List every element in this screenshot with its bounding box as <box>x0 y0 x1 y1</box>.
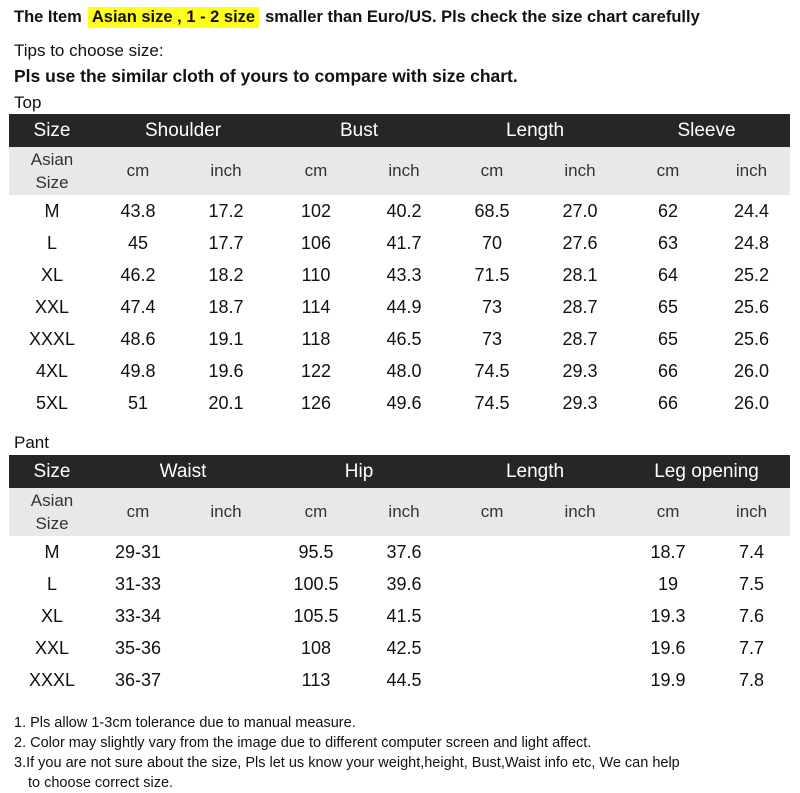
header-leg-opening: Leg opening <box>623 455 790 488</box>
value-cell: 19.3 <box>650 605 686 626</box>
value-cell: 33-34 <box>114 605 162 626</box>
value-cell: 19 <box>658 573 679 594</box>
value-cell: 7.8 <box>739 669 765 690</box>
value-cell: 40.2 <box>386 200 422 221</box>
value-cell: 100.5 <box>293 573 339 594</box>
banner-prefix: The Item <box>14 7 82 26</box>
value-cell: 65 <box>657 296 679 317</box>
unit-cell: inch <box>181 147 271 195</box>
value-cell: 39.6 <box>386 573 422 594</box>
value-cell: 46.5 <box>386 328 422 349</box>
value-cell: 95.5 <box>298 541 334 562</box>
value-cell: 44.5 <box>386 669 422 690</box>
value-cell: 71.5 <box>474 264 510 285</box>
value-cell: 70 <box>481 232 503 253</box>
header-shoulder: Shoulder <box>95 114 271 147</box>
table-row <box>9 536 790 568</box>
value-cell: 19.6 <box>208 360 244 381</box>
size-cell: L <box>46 573 57 594</box>
value-cell: 49.6 <box>386 392 422 413</box>
value-cell: 65 <box>657 328 679 349</box>
value-cell: 28.7 <box>562 296 598 317</box>
value-cell: 28.1 <box>562 264 598 285</box>
size-cell: M <box>44 200 60 221</box>
table-row <box>9 323 790 355</box>
value-cell: 7.4 <box>739 541 765 562</box>
value-cell: 19.6 <box>650 637 686 658</box>
table-row <box>9 227 790 259</box>
header-size: Size <box>9 455 95 488</box>
value-cell: 31-33 <box>114 573 162 594</box>
value-cell: 43.8 <box>120 200 156 221</box>
unit-cell: inch <box>537 147 623 195</box>
asian-size-label: Asian Size <box>9 488 95 536</box>
size-cell: 4XL <box>35 360 69 381</box>
value-cell: 73 <box>481 328 503 349</box>
value-cell: 28.7 <box>562 328 598 349</box>
tips-instruction: Pls use the similar cloth of yours to compare with size chart. <box>14 66 518 86</box>
size-cell: XXXL <box>28 669 76 690</box>
value-cell: 29-31 <box>114 541 162 562</box>
table-row <box>9 355 790 387</box>
value-cell: 68.5 <box>474 200 510 221</box>
table-row <box>9 600 790 632</box>
value-cell: 25.6 <box>733 296 770 317</box>
value-cell: 73 <box>481 296 503 317</box>
value-cell: 7.6 <box>739 605 765 626</box>
header-length: Length <box>447 114 623 147</box>
unit-cell: cm <box>271 488 361 536</box>
value-cell: 24.4 <box>733 200 770 221</box>
value-cell <box>447 632 537 664</box>
unit-cell: inch <box>361 147 447 195</box>
size-cell: M <box>44 541 60 562</box>
note-1: 1. Pls allow 1-3cm tolerance due to manual measure. <box>14 715 356 731</box>
value-cell: 45 <box>127 232 149 253</box>
value-cell: 113 <box>301 669 331 690</box>
value-cell: 64 <box>657 264 679 285</box>
value-cell: 42.5 <box>386 637 422 658</box>
value-cell: 18.7 <box>208 296 244 317</box>
value-cell: 44.9 <box>386 296 422 317</box>
value-cell: 126 <box>300 392 332 413</box>
value-cell: 18.2 <box>208 264 244 285</box>
value-cell: 118 <box>301 328 331 349</box>
value-cell: 36-37 <box>114 669 162 690</box>
size-warning-banner <box>14 5 700 29</box>
value-cell: 63 <box>657 232 679 253</box>
value-cell: 29.3 <box>562 392 598 413</box>
value-cell <box>447 568 537 600</box>
unit-cell: inch <box>713 488 790 536</box>
value-cell: 47.4 <box>120 296 156 317</box>
banner-highlight: Asian size , 1 - 2 size <box>88 7 259 28</box>
unit-cell: inch <box>537 488 623 536</box>
unit-cell: cm <box>623 147 713 195</box>
value-cell: 25.2 <box>733 264 770 285</box>
header-bust: Bust <box>271 114 447 147</box>
value-cell: 46.2 <box>120 264 156 285</box>
value-cell: 43.3 <box>386 264 422 285</box>
value-cell: 7.5 <box>739 573 765 594</box>
top-size-table <box>9 114 790 419</box>
value-cell <box>537 568 623 600</box>
value-cell: 105.5 <box>293 605 339 626</box>
value-cell: 17.2 <box>208 200 244 221</box>
value-cell <box>447 664 537 696</box>
unit-cell: cm <box>95 147 181 195</box>
value-cell <box>447 600 537 632</box>
size-cell: 5XL <box>35 392 69 413</box>
note-3: 3.If you are not sure about the size, Pls let us know your weight,height, Bust,Waist info etc, We can help <box>14 755 680 771</box>
tips-heading: Tips to choose size: <box>14 41 164 60</box>
value-cell: 27.0 <box>562 200 598 221</box>
value-cell: 19.1 <box>208 328 244 349</box>
value-cell <box>537 664 623 696</box>
value-cell: 7.7 <box>739 637 765 658</box>
unit-cell: cm <box>95 488 181 536</box>
value-cell <box>537 536 623 568</box>
value-cell: 49.8 <box>120 360 156 381</box>
value-cell: 27.6 <box>562 232 598 253</box>
value-cell: 66 <box>657 392 679 413</box>
top-units-row <box>9 147 790 195</box>
header-size: Size <box>9 114 95 147</box>
unit-cell: cm <box>447 147 537 195</box>
size-cell: XXXL <box>28 328 76 349</box>
unit-cell: inch <box>713 147 790 195</box>
pant-size-table <box>9 455 790 696</box>
value-cell: 122 <box>300 360 332 381</box>
value-cell: 25.6 <box>733 328 770 349</box>
value-cell: 102 <box>300 200 332 221</box>
header-waist: Waist <box>95 455 271 488</box>
table-row <box>9 568 790 600</box>
value-cell: 17.7 <box>208 232 244 253</box>
unit-cell: inch <box>361 488 447 536</box>
size-cell: XL <box>40 605 64 626</box>
header-sleeve: Sleeve <box>623 114 790 147</box>
value-cell <box>447 536 537 568</box>
value-cell <box>181 536 271 568</box>
value-cell: 26.0 <box>733 360 770 381</box>
value-cell: 35-36 <box>114 637 162 658</box>
size-cell: XXL <box>34 296 70 317</box>
value-cell <box>537 600 623 632</box>
pant-section-label: Pant <box>14 433 49 452</box>
top-section-label: Top <box>14 93 42 112</box>
size-cell: XXL <box>34 637 70 658</box>
value-cell: 26.0 <box>733 392 770 413</box>
pant-header-row <box>9 455 790 488</box>
value-cell: 20.1 <box>208 392 244 413</box>
value-cell: 48.6 <box>120 328 156 349</box>
table-row <box>9 664 790 696</box>
value-cell: 19.9 <box>650 669 686 690</box>
unit-cell: cm <box>271 147 361 195</box>
note-3-continued: to choose correct size. <box>28 775 174 791</box>
value-cell <box>181 600 271 632</box>
value-cell: 74.5 <box>474 360 510 381</box>
value-cell: 66 <box>657 360 679 381</box>
value-cell <box>181 632 271 664</box>
value-cell <box>181 664 271 696</box>
value-cell: 18.7 <box>650 541 686 562</box>
value-cell: 41.5 <box>386 605 422 626</box>
size-cell: L <box>46 232 57 253</box>
notes <box>14 713 794 793</box>
pant-units-row <box>9 488 790 536</box>
table-row <box>9 259 790 291</box>
header-hip: Hip <box>271 455 447 488</box>
unit-cell: inch <box>181 488 271 536</box>
value-cell: 108 <box>300 637 332 658</box>
value-cell: 62 <box>657 200 679 221</box>
header-length: Length <box>447 455 623 488</box>
table-row <box>9 632 790 664</box>
value-cell: 37.6 <box>386 541 422 562</box>
value-cell: 48.0 <box>386 360 422 381</box>
value-cell: 29.3 <box>562 360 598 381</box>
table-row <box>9 387 790 419</box>
value-cell <box>537 632 623 664</box>
banner-suffix: smaller than Euro/US. Pls check the size chart carefully <box>265 7 700 26</box>
value-cell: 24.8 <box>733 232 770 253</box>
top-header-row <box>9 114 790 147</box>
asian-size-label: Asian Size <box>9 147 95 195</box>
table-row <box>9 291 790 323</box>
unit-cell: cm <box>623 488 713 536</box>
value-cell: 114 <box>301 296 331 317</box>
table-row <box>9 195 790 227</box>
value-cell: 106 <box>300 232 332 253</box>
value-cell: 110 <box>301 264 331 285</box>
value-cell: 41.7 <box>386 232 422 253</box>
size-cell: XL <box>40 264 64 285</box>
unit-cell: cm <box>447 488 537 536</box>
value-cell: 74.5 <box>474 392 510 413</box>
note-2: 2. Color may slightly vary from the image due to different computer screen and light affect. <box>14 735 592 751</box>
value-cell <box>181 568 271 600</box>
value-cell: 51 <box>127 392 149 413</box>
